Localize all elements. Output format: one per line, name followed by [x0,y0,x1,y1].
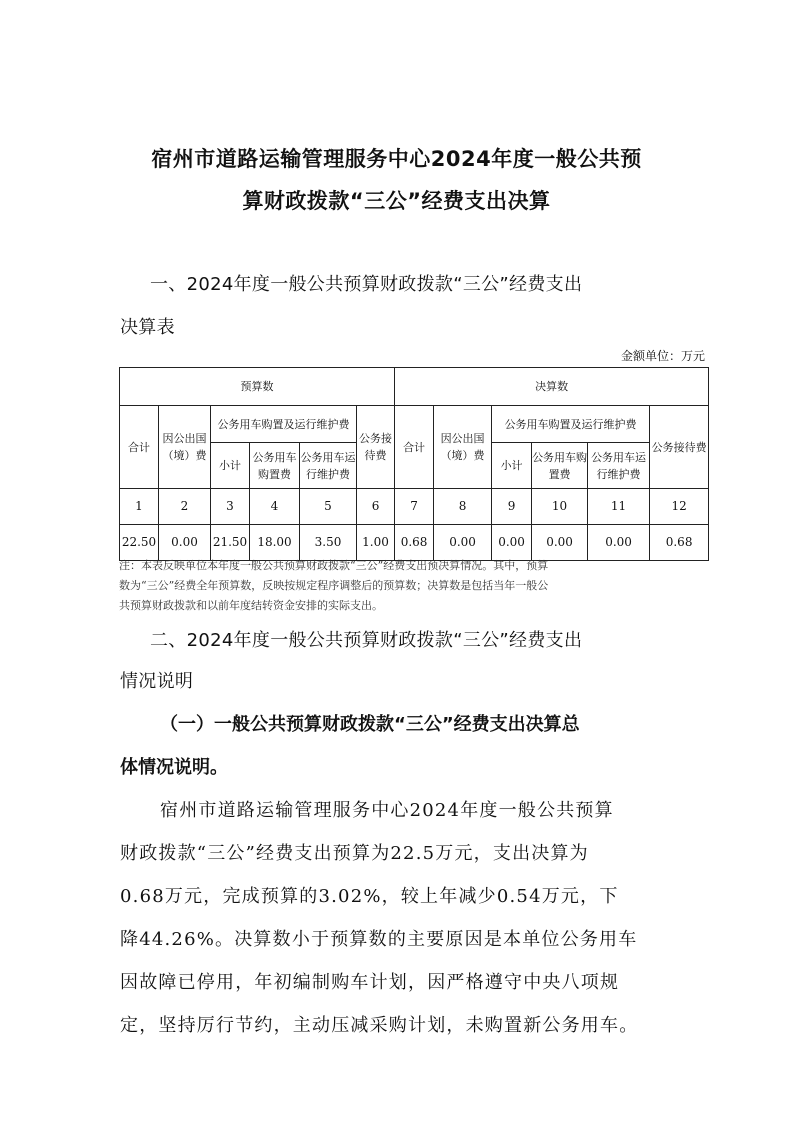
value-cell: 0.00 [159,525,211,561]
final-total-header: 合计 [395,406,434,489]
value-cell: 0.00 [434,525,492,561]
index-cell: 1 [120,489,159,525]
index-row [120,489,709,525]
paragraph-line: 宿州市道路运输管理服务中心2024年度一般公共预算 [160,800,614,821]
budget-subtotal-header: 小计 [211,443,250,489]
index-cell: 9 [492,489,532,525]
index-cell: 4 [250,489,300,525]
final-header: 决算数 [395,368,709,406]
paragraph-line: 因故障已停用，年初编制购车计划，因严格遵守中央八项规 [120,972,620,993]
subsection-1-heading-line-1: （一）一般公共预算财政拨款“三公”经费支出决算总 [160,714,580,735]
value-cell: 3.50 [300,525,357,561]
index-cell: 3 [211,489,250,525]
budget-vehicle-operation-header: 公务用车运行维护费 [300,443,357,489]
expense-table [119,367,709,561]
index-cell: 8 [434,489,492,525]
value-cell: 0.68 [650,525,709,561]
index-cell: 10 [532,489,588,525]
value-cell: 18.00 [250,525,300,561]
final-vehicle-purchase-header: 公务用车购置费 [532,443,588,489]
value-cell: 0.68 [395,525,434,561]
section-2-heading-line-1: 二、2024年度一般公共预算财政拨款“三公”经费支出 [150,630,583,651]
table-note-line-1: 注：本表反映单位本年度一般公共预算财政拨款“三公”经费支出预决算情况。其中，预算 [119,559,549,572]
value-cell: 0.00 [532,525,588,561]
table-note-line-2: 数为“三公”经费全年预算数，反映按规定程序调整后的预算数；决算数是包括当年一般公 [119,579,549,592]
section-2-heading-line-2: 情况说明 [120,671,194,692]
value-cell: 22.50 [120,525,159,561]
index-cell: 12 [650,489,709,525]
section-1-heading-line-2: 决算表 [120,317,175,338]
index-cell: 11 [588,489,650,525]
index-cell: 2 [159,489,211,525]
paragraph-line: 0.68万元，完成预算的3.02%，较上年减少0.54万元，下 [120,886,619,907]
budget-total-header: 合计 [120,406,159,489]
section-1-heading-line-1: 一、2024年度一般公共预算财政拨款“三公”经费支出 [150,274,583,295]
final-subtotal-header: 小计 [492,443,532,489]
index-cell: 6 [357,489,395,525]
budget-abroad-header: 因公出国（境）费 [159,406,211,489]
subsection-1-heading-line-2: 体情况说明。 [120,757,228,778]
budget-vehicle-group-header: 公务用车购置及运行维护费 [211,406,357,443]
value-cell: 1.00 [357,525,395,561]
budget-reception-header: 公务接待费 [357,406,395,489]
value-cell: 21.50 [211,525,250,561]
final-vehicle-operation-header: 公务用车运行维护费 [588,443,650,489]
unit-label: 金额单位：万元 [620,349,705,363]
paragraph-line: 定，坚持厉行节约，主动压减采购计划，未购置新公务用车。 [120,1015,639,1036]
paragraph-line: 财政拨款“三公”经费支出预算为22.5万元，支出决算为 [120,843,589,864]
paragraph-line: 降44.26%。决算数小于预算数的主要原因是本单位公务用车 [120,929,638,950]
budget-vehicle-purchase-header: 公务用车购置费 [250,443,300,489]
final-abroad-header: 因公出国（境）费 [434,406,492,489]
document-title-line-2: 算财政拨款“三公”经费支出决算 [242,189,551,213]
index-cell: 7 [395,489,434,525]
budget-header: 预算数 [120,368,395,406]
final-reception-header: 公务接待费 [650,406,709,489]
final-vehicle-group-header: 公务用车购置及运行维护费 [492,406,650,443]
document-title-line-1: 宿州市道路运输管理服务中心2024年度一般公共预 [151,147,642,171]
value-cell: 0.00 [492,525,532,561]
value-cell: 0.00 [588,525,650,561]
table-note-line-3: 共预算财政拨款和以前年度结转资金安排的实际支出。 [119,599,383,612]
index-cell: 5 [300,489,357,525]
